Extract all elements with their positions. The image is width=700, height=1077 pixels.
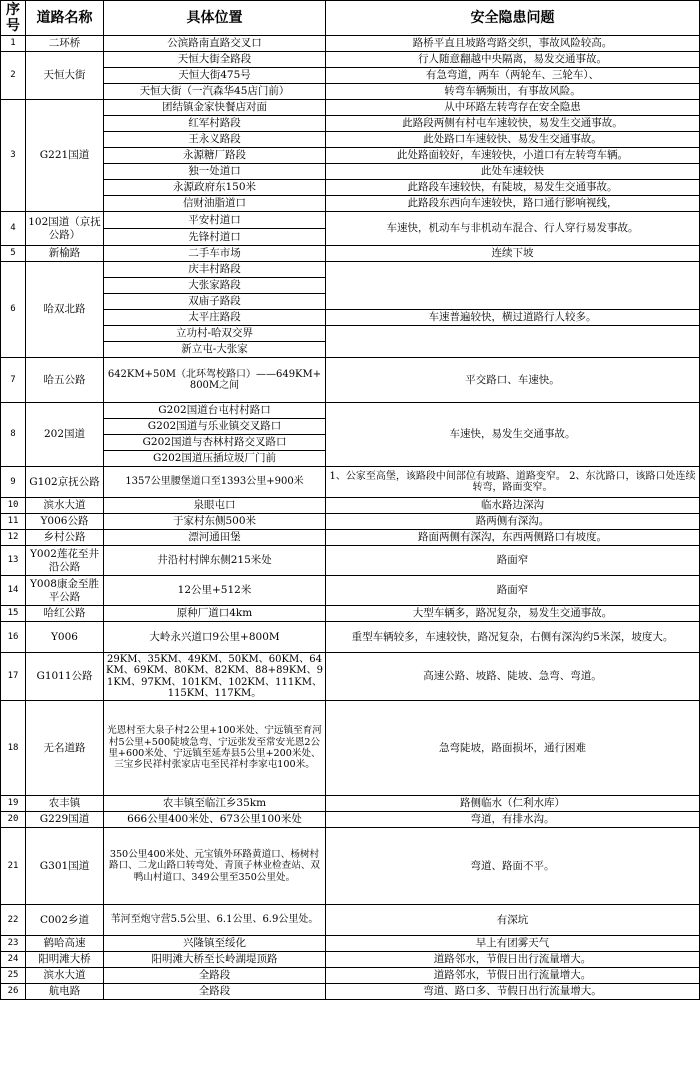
row-number: 9	[1, 467, 26, 498]
location: 先锋村道口	[104, 229, 326, 246]
hazard-issue: 此处车速较快	[326, 164, 700, 180]
location: 公滨路南直路交叉口	[104, 36, 326, 52]
header-road: 道路名称	[26, 1, 104, 36]
road-name: 航电路	[26, 984, 104, 1000]
hazard-issue: 从中环路左转弯存在安全隐患	[326, 100, 700, 116]
location: 1357公里腰堡道口至1393公里+900米	[104, 467, 326, 498]
location: 666公里400米处、673公里100米处	[104, 812, 326, 828]
road-name: Y008康金至胜平公路	[26, 576, 104, 606]
road-name: 102国道（京抚公路）	[26, 212, 104, 246]
row-number: 15	[1, 606, 26, 622]
location: 阳明滩大桥至长岭湖堤顶路	[104, 952, 326, 968]
location: 团结镇金家快餐店对面	[104, 100, 326, 116]
road-name: G229国道	[26, 812, 104, 828]
road-name: 滨水大道	[26, 498, 104, 514]
location: 原种厂道口4km	[104, 606, 326, 622]
row-number: 5	[1, 246, 26, 262]
table-row	[1, 622, 700, 653]
location: 大岭永兴道口9公里+800M	[104, 622, 326, 653]
row-number: 10	[1, 498, 26, 514]
row-number: 19	[1, 796, 26, 812]
table-row	[1, 576, 700, 606]
table-row	[1, 530, 700, 546]
location: 王永义路段	[104, 132, 326, 148]
row-number: 24	[1, 952, 26, 968]
location: G202国道压插垃圾厂门前	[104, 451, 326, 467]
road-name: Y002莲花至井沿公路	[26, 546, 104, 576]
location: 于家村东侧500米	[104, 514, 326, 530]
road-name: 202国道	[26, 403, 104, 467]
row-number: 14	[1, 576, 26, 606]
table-row	[1, 403, 700, 419]
header-location: 具体位置	[104, 1, 326, 36]
table-row	[1, 164, 700, 180]
hazard-issue: 路面两侧有深沟，东西两侧路口有坡度。	[326, 530, 700, 546]
location: 新立屯-大张家	[104, 342, 326, 358]
header-row	[1, 1, 700, 36]
table-row	[1, 498, 700, 514]
road-name: 鹤哈高速	[26, 936, 104, 952]
location: 泉眼屯口	[104, 498, 326, 514]
hazard-issue: 高速公路、坡路、陡坡、急弯、弯道。	[326, 653, 700, 701]
table-row	[1, 358, 700, 403]
hazard-issue: 车速快，机动车与非机动车混合、行人穿行易发事故。	[326, 212, 700, 246]
location: 苇河至炮守营5.5公里、6.1公里、6.9公里处。	[104, 905, 326, 936]
road-name: G301国道	[26, 828, 104, 905]
row-number: 18	[1, 701, 26, 796]
table-row	[1, 936, 700, 952]
table-row	[1, 132, 700, 148]
hazard-issue: 弯道、路面不平。	[326, 828, 700, 905]
road-name: C002乡道	[26, 905, 104, 936]
table-row	[1, 36, 700, 52]
table-row	[1, 68, 700, 84]
hazard-issue: 弯道，有排水沟。	[326, 812, 700, 828]
hazard-issue: 路面窄	[326, 576, 700, 606]
table-row	[1, 546, 700, 576]
table-row	[1, 84, 700, 100]
road-name: 二环桥	[26, 36, 104, 52]
hazard-issue: 道路邻水，节假日出行流量增大。	[326, 968, 700, 984]
row-number: 21	[1, 828, 26, 905]
location: 29KM、35KM、49KM、50KM、60KM、64KM、69KM、80KM、82KM、88+89KM、91KM、97KM、101KM、102KM、111KM、115KM、117KM。	[104, 653, 326, 701]
row-number: 16	[1, 622, 26, 653]
location: 庆丰村路段	[104, 262, 326, 278]
table-row	[1, 196, 700, 212]
hazard-issue: 路面窄	[326, 546, 700, 576]
hazard-issue: 弯道、路口多、节假日出行流量增大。	[326, 984, 700, 1000]
location: 12公里+512米	[104, 576, 326, 606]
table-row	[1, 100, 700, 116]
location: G202国道与乐业镇交叉路口	[104, 419, 326, 435]
road-name: 无名道路	[26, 701, 104, 796]
road-name: 乡村公路	[26, 530, 104, 546]
road-name: 阳明滩大桥	[26, 952, 104, 968]
hazard-issue: 平交路口、车速快。	[326, 358, 700, 403]
row-number: 1	[1, 36, 26, 52]
location: 红军村路段	[104, 116, 326, 132]
table-row	[1, 905, 700, 936]
location: 全路段	[104, 984, 326, 1000]
hazard-issue: 此路段车速较快，有陡坡，易发生交通事故。	[326, 180, 700, 196]
location: 农丰镇至临江乡35km	[104, 796, 326, 812]
row-number: 11	[1, 514, 26, 530]
location: 大张家路段	[104, 278, 326, 294]
hazard-issue: 路桥平直且坡路弯路交织，事故风险较高。	[326, 36, 700, 52]
table-row	[1, 180, 700, 196]
location: G202国道与杏林村路交叉路口	[104, 435, 326, 451]
road-name: G102京抚公路	[26, 467, 104, 498]
row-number: 23	[1, 936, 26, 952]
hazard-issue: 连续下坡	[326, 246, 700, 262]
location: 天恒大街475号	[104, 68, 326, 84]
row-number: 12	[1, 530, 26, 546]
road-name: Y006公路	[26, 514, 104, 530]
location: 天恒大街全路段	[104, 52, 326, 68]
location: 天恒大街（一汽森华45店门前）	[104, 84, 326, 100]
location: G202国道台屯村村路口	[104, 403, 326, 419]
table-row	[1, 212, 700, 229]
table-row	[1, 467, 700, 498]
location: 光恩村至大泉子村2公里+100米处、宁远镇至育河村5公里+500陡坡急弯、宁远张发至常安光恩2公里+600米处、宁远镇至延寿县5公里+200米处、三宝乡民祥村张家店屯至民祥村李家屯100米。	[104, 701, 326, 796]
location: 二手车市场	[104, 246, 326, 262]
row-number: 20	[1, 812, 26, 828]
row-number: 25	[1, 968, 26, 984]
road-name: 滨水大道	[26, 968, 104, 984]
table-row	[1, 52, 700, 68]
hazard-issue: 此处路口车速较快、易发生交通事故。	[326, 132, 700, 148]
location: 立功村-哈双交界	[104, 326, 326, 342]
table-row	[1, 812, 700, 828]
row-number: 3	[1, 100, 26, 212]
row-number: 2	[1, 52, 26, 100]
hazard-issue: 转弯车辆频出，有事故风险。	[326, 84, 700, 100]
hazard-issue: 大型车辆多，路况复杂，易发生交通事故。	[326, 606, 700, 622]
hazard-issue: 车速普遍较快，横过道路行人较多。	[326, 310, 700, 326]
hazard-issue: 1、公家至高堡，该路段中间部位有坡路、道路变窄。 2、东沈路口，该路口处连续转弯，路面变窄。	[326, 467, 700, 498]
table-row	[1, 326, 700, 342]
header-seq: 序号	[1, 1, 26, 36]
location: 350公里400米处、元宝镇外环路黄道口、杨树村路口、二龙山路口转弯处、青顶子林业检查站、双鸭山村道口、349公里至350公里处。	[104, 828, 326, 905]
table-row	[1, 246, 700, 262]
hazard-issue: 此处路面较好，车速较快，小道口有左转弯车辆。	[326, 148, 700, 164]
road-name: 农丰镇	[26, 796, 104, 812]
header-issue: 安全隐患问题	[326, 1, 700, 36]
hazard-issue: 此路段东西向车速较快，路口通行影响视线，	[326, 196, 700, 212]
hazard-issue: 道路邻水，节假日出行流量增大。	[326, 952, 700, 968]
hazard-issue: 急弯陡坡，路面损坏，通行困难	[326, 701, 700, 796]
hazard-issue	[326, 262, 700, 310]
table-row	[1, 262, 700, 278]
row-number: 26	[1, 984, 26, 1000]
location: 信财油脂道口	[104, 196, 326, 212]
hazard-issue: 有深坑	[326, 905, 700, 936]
table-row	[1, 116, 700, 132]
table-row	[1, 148, 700, 164]
table-row	[1, 701, 700, 796]
row-number: 8	[1, 403, 26, 467]
table-row	[1, 606, 700, 622]
hazard-issue: 路侧临水（仁利水库）	[326, 796, 700, 812]
road-name: 天恒大街	[26, 52, 104, 100]
hazard-issue: 有急弯道，两车（两轮车、三轮车）、	[326, 68, 700, 84]
road-name: Y006	[26, 622, 104, 653]
table-row	[1, 653, 700, 701]
road-name: 哈双北路	[26, 262, 104, 358]
location: 永源政府东150米	[104, 180, 326, 196]
table-row	[1, 796, 700, 812]
hazard-issue: 行人随意翻越中央隔离，易发交通事故。	[326, 52, 700, 68]
location: 双庙子路段	[104, 294, 326, 310]
table-row	[1, 828, 700, 905]
row-number: 7	[1, 358, 26, 403]
location: 平安村道口	[104, 212, 326, 229]
road-name: G1011公路	[26, 653, 104, 701]
table-row	[1, 968, 700, 984]
row-number: 17	[1, 653, 26, 701]
table-row	[1, 310, 700, 326]
location: 独一处道口	[104, 164, 326, 180]
road-name: 哈红公路	[26, 606, 104, 622]
location: 全路段	[104, 968, 326, 984]
hazard-issue: 早上有团雾天气	[326, 936, 700, 952]
location: 井沿村村牌东侧215米处	[104, 546, 326, 576]
location: 642KM+50M（北环驾校路口）——649KM+800M之间	[104, 358, 326, 403]
hazard-issue: 车速快，易发生交通事故。	[326, 403, 700, 467]
location: 漂河通田堡	[104, 530, 326, 546]
road-name: 新榆路	[26, 246, 104, 262]
location: 永源糖厂路段	[104, 148, 326, 164]
hazard-issue	[326, 326, 700, 358]
location: 太平庄路段	[104, 310, 326, 326]
row-number: 22	[1, 905, 26, 936]
road-name: 哈五公路	[26, 358, 104, 403]
hazard-issue: 此路段两侧有村屯车速较快，易发生交通事故。	[326, 116, 700, 132]
row-number: 6	[1, 262, 26, 358]
hazard-issue: 路两侧有深沟。	[326, 514, 700, 530]
hazard-issue: 临水路边深沟	[326, 498, 700, 514]
road-name: G221国道	[26, 100, 104, 212]
location: 兴隆镇至绥化	[104, 936, 326, 952]
hazard-issue: 重型车辆较多，车速较快，路况复杂，右侧有深沟约5米深，坡度大。	[326, 622, 700, 653]
table-row	[1, 952, 700, 968]
table-row	[1, 984, 700, 1000]
row-number: 13	[1, 546, 26, 576]
table-row	[1, 514, 700, 530]
row-number: 4	[1, 212, 26, 246]
